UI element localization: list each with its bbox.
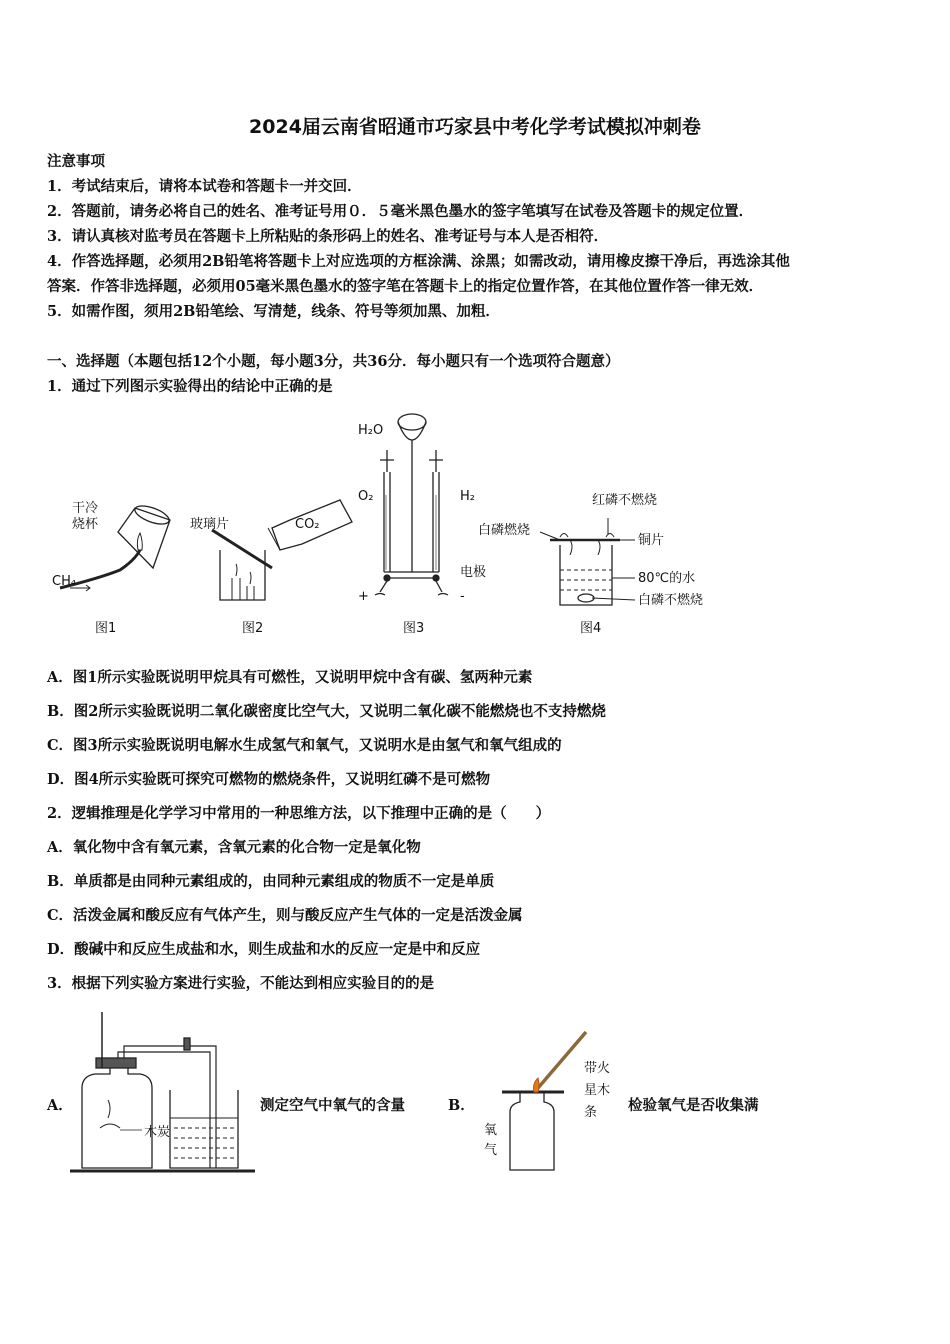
q1-option-b: B．图2所示实验既说明二氧化碳密度比空气大，又说明二氧化碳不能燃烧也不支持燃烧 [47,703,606,720]
q1-option-d: D．图4所示实验既可探究可燃物的燃烧条件，又说明红磷不是可燃物 [47,771,491,788]
notice-heading: 注意事项 [47,153,105,170]
fig4-label-white-no: 白磷不燃烧 [638,593,704,608]
q3-option-b-gas-2: 气 [484,1143,498,1158]
q2-option-a: A．氧化物中含有氧元素，含氧元素的化合物一定是氧化物 [47,839,421,856]
fig1-label-gas: CH₄ [52,574,77,589]
fig4-caption: 图4 [580,621,602,636]
fig2-caption: 图2 [242,621,264,636]
fig4-label-copper: 铜片 [638,533,665,548]
fig1-label-cup2: 烧杯 [72,517,99,532]
q3-option-a-label: 木炭 [144,1125,171,1140]
notice-item: 2．答题前，请务必将自己的姓名、准考证号用０．５毫米黑色墨水的签字笔填写在试卷及答题卡的规定位置． [47,203,754,220]
fig3-label-plus: + [358,589,369,604]
page-title: 2024届云南省昭通市巧家县中考化学考试模拟冲刺卷 [249,116,701,138]
notice-item: 1．考试结束后，请将本试卷和答题卡一并交回． [47,178,362,195]
fig4-label-red: 红磷不燃烧 [592,493,658,508]
q2-option-d: D．酸碱中和反应生成盐和水，则生成盐和水的反应一定是中和反应 [47,941,481,958]
fig4-label-white-burn: 白磷燃烧 [478,523,531,538]
notice-item: 答案．作答非选择题，必须用05毫米黑色墨水的签字笔在答题卡上的指定位置作答，在其他位置作答一律无效． [47,278,764,295]
q3-option-a-letter: A． [47,1097,73,1114]
question-1-stem: 1．通过下列图示实验得出的结论中正确的是 [47,378,333,395]
question-3-stem: 3．根据下列实验方案进行实验，不能达到相应实验目的的是 [47,975,435,992]
q2-option-c: C．活泼金属和酸反应有气体产生，则与酸反应产生气体的一定是活泼金属 [47,907,523,924]
fig2-apparatus [212,500,352,600]
fig3-label-electrode: 电极 [460,565,487,580]
fig3-label-water: H₂O [358,423,384,438]
q3-option-b-stick-1: 带火 [584,1061,611,1076]
q1-option-a: A．图1所示实验既说明甲烷具有可燃性，又说明甲烷中含有碳、氢两种元素 [47,669,533,686]
question-2-stem: 2．逻辑推理是化学学习中常用的一种思维方法，以下推理中正确的是（ ） [47,805,551,822]
fig3-label-o2: O₂ [358,489,374,504]
section-heading: 一、选择题（本题包括12个小题，每小题3分，共36分．每小题只有一个选项符合题意） [47,353,620,370]
q3-option-b-figure [478,1022,626,1177]
q1-figure [40,400,720,645]
q3-option-a-figure [70,1008,260,1178]
fig2-label-gas: CO₂ [295,517,320,532]
q1-option-c: C．图3所示实验既说明电解水生成氢气和氧气，又说明水是由氢气和氧气组成的 [47,737,562,754]
fig3-label-h2: H₂ [460,489,475,504]
fig3-label-minus: - [460,589,465,604]
fig2-label-glass: 玻璃片 [190,517,230,532]
fig4-apparatus [540,518,635,605]
q3-option-b-text: 检验氧气是否收集满 [628,1097,759,1114]
q3-option-b-stick-2: 星木 [584,1083,611,1098]
notice-item: 4．作答选择题，必须用2B铅笔将答题卡上对应选项的方框涂满、涂黑；如需改动，请用橡皮擦干净后，再选涂其他 [47,253,790,270]
fig1-caption: 图1 [95,621,117,636]
fig3-apparatus [375,414,448,595]
q2-option-b: B．单质都是由同种元素组成的，由同种元素组成的物质不一定是单质 [47,873,495,890]
q3-option-b-gas-1: 氧 [484,1123,498,1138]
q3-option-b-stick-3: 条 [584,1105,598,1120]
notice-item: 5．如需作图，须用2B铅笔绘、写清楚，线条、符号等须加黑、加粗． [47,303,500,320]
fig3-caption: 图3 [403,621,425,636]
notice-item: 3．请认真核对监考员在答题卡上所粘贴的条形码上的姓名、准考证号与本人是否相符． [47,228,609,245]
fig4-label-water: 80℃的水 [638,571,696,586]
fig1-label-cup: 干冷 [72,501,99,516]
q3-option-a-text: 测定空气中氧气的含量 [260,1097,405,1114]
q3-option-b-letter: B． [448,1097,475,1114]
